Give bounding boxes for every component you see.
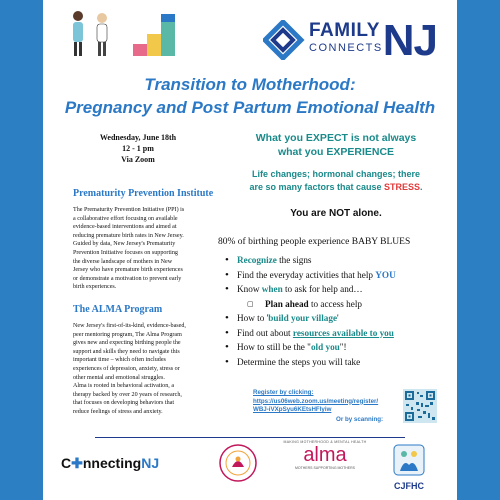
register-label: Register by clicking:	[253, 389, 314, 396]
cjfhc-emblem-icon	[392, 443, 426, 477]
event-date: Wednesday, June 18th	[99, 133, 177, 142]
list-item: • Find the everyday activities that help YOU	[225, 268, 396, 283]
alma-heading: The ALMA Program	[73, 304, 163, 315]
event-venue: Via Zoom	[121, 155, 155, 164]
brand-connects: CONNECTS	[309, 42, 383, 54]
qr-code-icon[interactable]	[403, 389, 437, 423]
ppi-seal-icon	[218, 443, 258, 483]
stress-word: STRESS	[384, 182, 421, 192]
connecting-nj-logo: C✚nnectingNJ	[61, 455, 160, 471]
not-alone-message: You are NOT alone.	[290, 208, 382, 219]
title-line-2: Pregnancy and Post Partum Emotional Health	[64, 98, 436, 117]
puzzle-icon: ✚	[71, 455, 83, 471]
family-connects-nj-logo	[257, 14, 437, 66]
diamond-logo-icon	[263, 20, 305, 60]
list-item: • How to 'build your village'	[225, 311, 396, 326]
list-item: ▢ Plan ahead to access help	[225, 297, 396, 312]
ppi-heading: Prematurity Prevention Institute	[73, 188, 214, 199]
brand-family: FAMILY	[309, 20, 380, 41]
list-item: • Determine the steps you will take	[225, 355, 396, 370]
divider	[95, 437, 405, 438]
event-time: 12 - 1 pm	[122, 144, 154, 153]
list-item: • Know when to ask for help and…	[225, 282, 396, 297]
title-line-1: Transition to Motherhood:	[144, 75, 356, 94]
flyer-page	[43, 0, 457, 500]
scan-label: Or by scanning:	[336, 416, 384, 423]
register-link[interactable]: https://us06web.zoom.us/meeting/register/	[253, 397, 379, 405]
baby-blues-stat: 80% of birthing people experience BABY BLUES	[218, 237, 411, 247]
list-item: • Recognize the signs	[225, 253, 396, 268]
brand-nj: NJ	[382, 16, 437, 65]
list-item: • How to still be the "old you"!	[225, 340, 396, 355]
alma-description: New Jersey's first-of-its-kind, evidence-based, peer mentoring program, The Alma Program gives new and expecting birthing people the support and skills they need to navigate this important time – which often includes experiences of depression, anxiety, stress or other mental and emotional struggles. Alma is rooted in behavioral activation, a therapy backed by over 20 years of research, that focuses on developing behaviors that reduce feelings of stress and anxiety.	[73, 323, 186, 415]
family-illustration-icon	[58, 8, 188, 60]
life-changes-message: Life changes; hormonal changes; there are so many factors that cause STRESS.	[249, 169, 423, 192]
cjfhc-logo: CJFHC	[389, 443, 429, 491]
registration-block	[253, 389, 378, 415]
ppi-description: The Prematurity Prevention Initiative (PPI) is a collaborative effort focusing on available evidence-based interventions and aimed at reducing premature birth rates in New Jersey. Guided by data, New Jersey's Prematurity Prevention Initiative focuses on supporting the diverse landscape of mothers in New Jersey who have premature birth experiences or demonstrate a motivation to prevent early birth experiences.	[73, 207, 185, 291]
register-link-cont[interactable]: WBJ-iVXpSyu6KEtsHFIyiw	[253, 406, 332, 413]
list-item: • Find out about resources available to you	[225, 326, 396, 341]
tips-list	[225, 253, 396, 369]
alma-logo: MAKING MOTHERHOOD & MENTAL HEALTH alma MOTHERS SUPPORTING MOTHERS	[283, 440, 367, 470]
expect-message: What you EXPECT is not always what you EXPERIENCE	[255, 132, 417, 158]
